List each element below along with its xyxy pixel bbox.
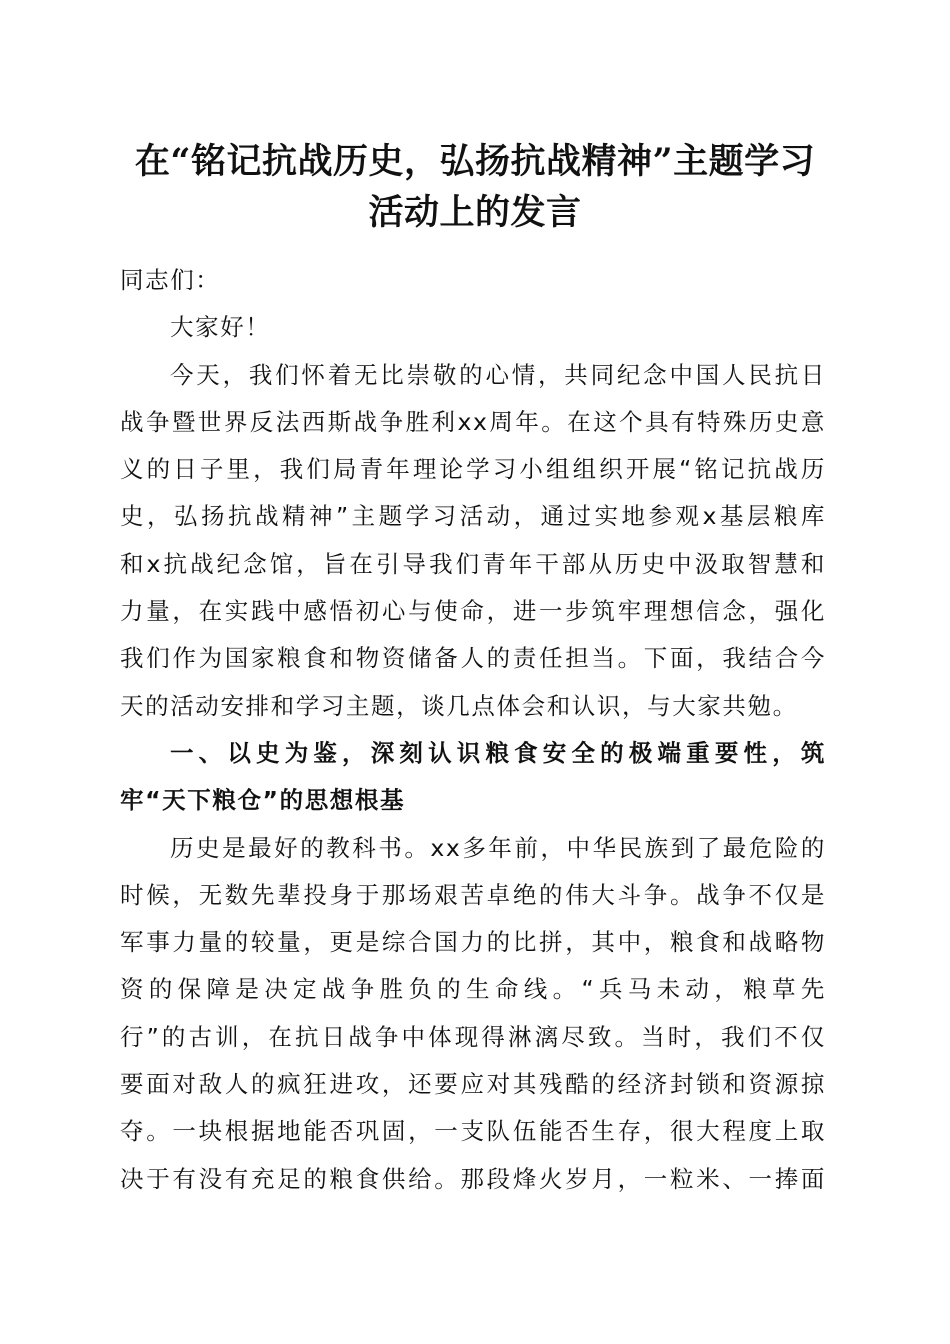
document-body (120, 257, 826, 1203)
paragraph-line: 史，弘扬抗战精神”主题学习活动，通过实地参观x基层粮库 (120, 502, 826, 531)
greeting (120, 304, 826, 351)
paragraph-line: 今天，我们怀着无比崇敬的心情，共同纪念中国人民抗日 (170, 360, 826, 389)
title-line: 在“铭记抗战历史，弘扬抗战精神”主题学习 (134, 141, 816, 182)
paragraph-line: 天的活动安排和学习主题，谈几点体会和认识，与大家共勉。 (120, 691, 798, 720)
paragraph-line: 军事力量的较量，更是综合国力的比拼，其中，粮食和战略物 (120, 928, 826, 957)
title-line: 活动上的发言 (368, 192, 582, 233)
paragraph-line: 力量，在实践中感悟初心与使命，进一步筑牢理想信念，强化 (120, 597, 826, 626)
heading-line: 牢“天下粮仓”的思想根基 (120, 786, 406, 815)
paragraph-intro (120, 352, 826, 730)
paragraph-line: 资的保障是决定战争胜负的生命线。“兵马未动，粮草先 (120, 975, 826, 1004)
paragraph-line: 义的日子里，我们局青年理论学习小组组织开展“铭记抗战历 (120, 455, 826, 484)
heading-line: 一、以史为鉴，深刻认识粮食安全的极端重要性，筑 (170, 738, 826, 767)
salutation (120, 257, 826, 304)
paragraph-line: 行”的古训，在抗日战争中体现得淋漓尽致。当时，我们不仅 (120, 1022, 826, 1051)
greeting-text: 大家好！ (170, 313, 271, 342)
paragraph-line: 夺。一块根据地能否巩固，一支队伍能否生存，很大程度上取 (120, 1117, 826, 1146)
paragraph-line: 历史是最好的教科书。xx多年前，中华民族到了最危险的 (170, 833, 826, 862)
paragraph-line: 决于有没有充足的粮食供给。那段烽火岁月，一粒米、一捧面 (120, 1164, 826, 1193)
paragraph-line: 时候，无数先辈投身于那场艰苦卓绝的伟大斗争。战争不仅是 (120, 880, 826, 909)
paragraph-line: 和x抗战纪念馆，旨在引导我们青年干部从历史中汲取智慧和 (120, 549, 826, 578)
document-title (80, 136, 870, 238)
paragraph-history (120, 825, 826, 1203)
paragraph-line: 要面对敌人的疯狂进攻，还要应对其残酷的经济封锁和资源掠 (120, 1070, 826, 1099)
salutation-text: 同志们： (120, 266, 221, 294)
paragraph-line: 我们作为国家粮食和物资储备人的责任担当。下面，我结合今 (120, 644, 826, 673)
section-heading-1 (120, 730, 826, 825)
paragraph-line: 战争暨世界反法西斯战争胜利xx周年。在这个具有特殊历史意 (120, 407, 826, 436)
